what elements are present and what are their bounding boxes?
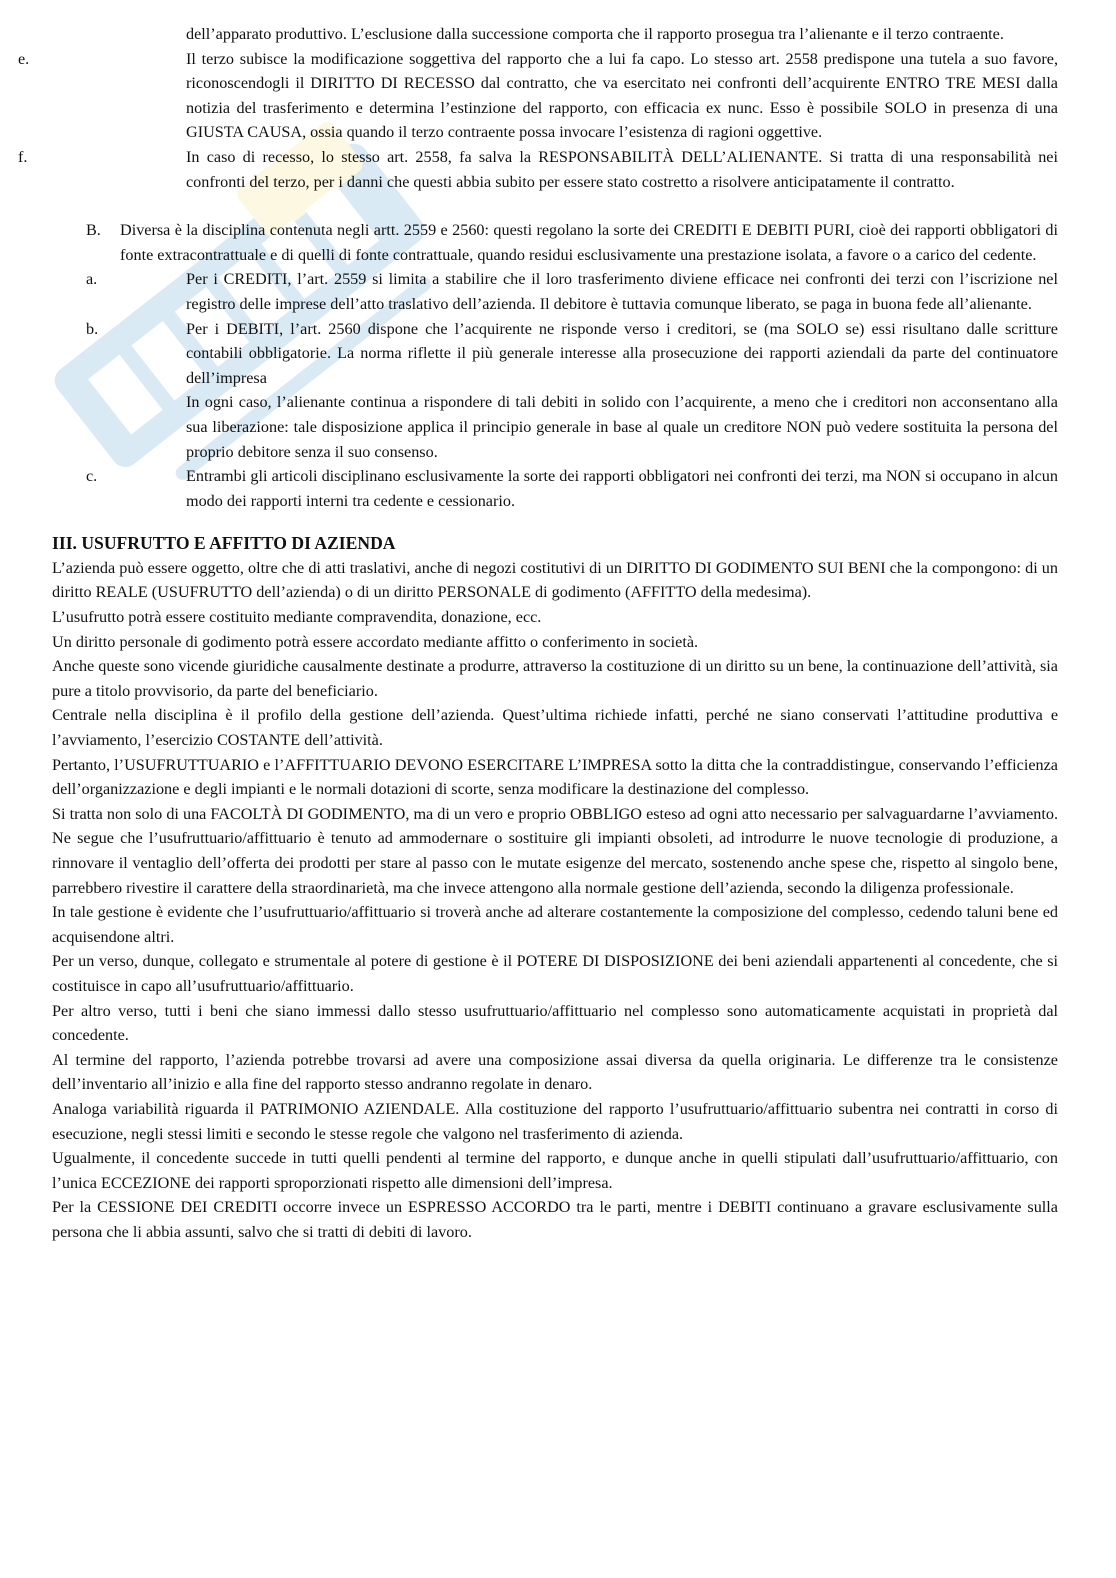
list-marker: c. [86, 467, 98, 486]
paragraph: Analoga variabilità riguarda il PATRIMONIO AZIENDALE. Alla costituzione del rapporto l’usufruttuario/affittuario subentra nei contratti in corso di esecuzione, negli stessi limiti e secondo le stesse regole che valgono nel trasferimento di azienda. [52, 1099, 1058, 1143]
list-marker: e. [18, 49, 30, 68]
paragraph: Centrale nella disciplina è il profilo della gestione dell’azienda. Quest’ultima richiede infatti, perché ne siano conservati l’attitudine produttiva e l’avviamento, l’esercizio COSTANTE dell’attività. [52, 706, 1058, 750]
list-item-continuation [52, 22, 1058, 47]
paragraph: Pertanto, l’USUFRUTTUARIO e l’AFFITTUARIO DEVONO ESERCITARE L’IMPRESA sotto la ditta che la contraddistingue, conservando l’efficienza dell’organizzazione e degli impianti e le normali dotazioni di scorte, senza modificare la destinazione del complesso. [52, 755, 1058, 799]
list-item-a [86, 267, 1058, 316]
paragraph: In tale gestione è evidente che l’usufruttuario/affittuario si troverà anche ad alterare costantemente la composizione del complesso, cedendo taluni bene ed acquisendone altri. [52, 903, 1058, 946]
paragraph: Al termine del rapporto, l’azienda potrebbe trovarsi ad avere una composizione assai diversa da quella originaria. Le differenze tra le consistenze dell’inventario all’inizio e alla fine del rapporto stesso andranno regolate in denaro. [52, 1050, 1058, 1094]
paragraph: Per un verso, dunque, collegato e strumentale al potere di gestione è il POTERE DI DISPOSIZIONE dei beni aziendali appartenenti al concedente, che si costituisce in capo all’usufruttuario/affittuario. [52, 952, 1058, 995]
list-marker: f. [18, 147, 28, 166]
list-item-text: Per i DEBITI, l’art. 2560 dispone che l’acquirente ne risponde verso i creditori, se (ma SOLO se) essi risultano dalle scritture contabili obbligatorie. La norma riflette il più generale interesse alla prosecuzione dei rapporti aziendali da parte del continuatore dell’impresa [186, 319, 1058, 387]
list-item-e [18, 47, 1058, 145]
list-item-b [86, 317, 1058, 465]
list-item-text: Entrambi gli articoli disciplinano esclusivamente la sorte dei rapporti obbligatori nei confronti dei terzi, ma NON si occupano in alcun modo dei rapporti interni tra cedente e cessionario. [186, 467, 1058, 510]
paragraph: Un diritto personale di godimento potrà essere accordato mediante affitto o conferimento in società. [52, 632, 699, 651]
paragraph: Anche queste sono vicende giuridiche causalmente destinate a produrre, attraverso la costituzione di un diritto su un bene, la continuazione dell’attività, sia pure a titolo provvisorio, da parte del beneficiario. [52, 657, 1058, 700]
paragraph: Si tratta non solo di una FACOLTÀ DI GODIMENTO, ma di un vero e proprio OBBLIGO esteso ad ogni atto necessario per salvaguardarne l’avviamento. Ne segue che l’usufruttuario/affittuario è tenuto ad ammodernare o sostituire gli impianti obsoleti, ad introdurre le nuove tecnologie di produzione, a rinnovare il ventaglio dell’offerta dei prodotti per stare al passo con le mutate esigenze del mercato, sostenendo anche spese che, rispetto al singolo bene, parrebbero rivestire il carattere della straordinarietà, ma che invece attengono alla normale gestione dell’azienda, secondo la diligenza professionale. [52, 804, 1058, 897]
list-item-text: dell’apparato produttivo. L’esclusione dalla successione comporta che il rapporto prosegua tra l’alienante e il terzo contraente. [186, 25, 1004, 43]
section-b [52, 218, 1058, 513]
list-marker: B. [86, 221, 101, 240]
list-item-text: Per i CREDITI, l’art. 2559 si limita a stabilire che il loro trasferimento diviene efficace nei confronti dei terzi con l’iscrizione nel registro delle imprese dell’atto traslativo dell’azienda. Il debitore è tuttavia comunque liberato, se paga in buona fede all’alienante. [186, 270, 1058, 313]
section-iii-body [52, 556, 1058, 1245]
paragraph: Ugualmente, il concedente succede in tutti quelli pendenti al termine del rapporto, e dunque anche in quelli stipulati dall’usufruttuario/affittuario, con l’unica ECCEZIONE dei rapporti sproporzionati rispetto alle dimensioni dell’impresa. [52, 1149, 1058, 1192]
list-item-c [86, 464, 1058, 513]
list-item-f [18, 145, 1058, 194]
list-item-text: In caso di recesso, lo stesso art. 2558, fa salva la RESPONSABILITÀ DELL’ALIENANTE. Si tratta di una responsabilità nei confronti del terzo, per i danni che questi abbia subito per essere stato costretto a risolvere anticipatamente il contratto. [186, 147, 1058, 191]
paragraph: Per altro verso, tutti i beni che siano immessi dallo stesso usufruttuario/affittuario nel complesso sono automaticamente acquistati in proprietà dal concedente. [52, 1001, 1058, 1045]
list-marker: a. [86, 270, 98, 289]
paragraph: Per la CESSIONE DEI CREDITI occorre invece un ESPRESSO ACCORDO tra le parti, mentre i DEBITI continuano a gravare esclusivamente sulla persona che li abbia assunti, salvo che si tratti di debiti di lavoro. [52, 1198, 1058, 1241]
list-item-text: In ogni caso, l’alienante continua a rispondere di tali debiti in solido con l’acquirente, a meno che i creditori non acconsentano alla sua liberazione: tale disposizione applica il principio generale in base al quale un creditore NON può vedere sostituita la persona del proprio debitore senza il suo consenso. [186, 393, 1058, 461]
list-marker: b. [86, 319, 99, 338]
section-b-text: Diversa è la disciplina contenuta negli artt. 2559 e 2560: questi regolano la sorte dei CREDITI E DEBITI PURI, cioè dei rapporti obbligatori di fonte extracontrattuale e di quelli di fonte contrattuale, quando residui esclusivamente una prestazione isolata, a favore o a carico del cedente. [120, 221, 1058, 264]
list-item-text: Il terzo subisce la modificazione soggettiva del rapporto che a lui fa capo. Lo stesso art. 2558 predispone una tutela a suo favore, riconoscendogli il DIRITTO DI RECESSO dal contratto, che va esercitato nei confronti dell’acquirente ENTRO TRE MESI dalla notizia del trasferimento e determina l’estinzione del rapporto, con efficacia ex nunc. Esso è possibile SOLO in presenza di una GIUSTA CAUSA, ossia quando il terzo contraente possa invocare l’esistenza di ragioni oggettive. [186, 49, 1058, 142]
document-page [18, 22, 1058, 1245]
section-heading: III. USUFRUTTO E AFFITTO DI AZIENDA [52, 533, 396, 554]
paragraph: L’usufrutto potrà essere costituito mediante compravendita, donazione, ecc. [52, 608, 542, 627]
paragraph: L’azienda può essere oggetto, oltre che di atti traslativi, anche di negozi costitutivi di un DIRITTO DI GODIMENTO SUI BENI che la compongono: di un diritto REALE (USUFRUTTO dell’azienda) o di un diritto PERSONALE di godimento (AFFITTO della medesima). [52, 558, 1058, 602]
